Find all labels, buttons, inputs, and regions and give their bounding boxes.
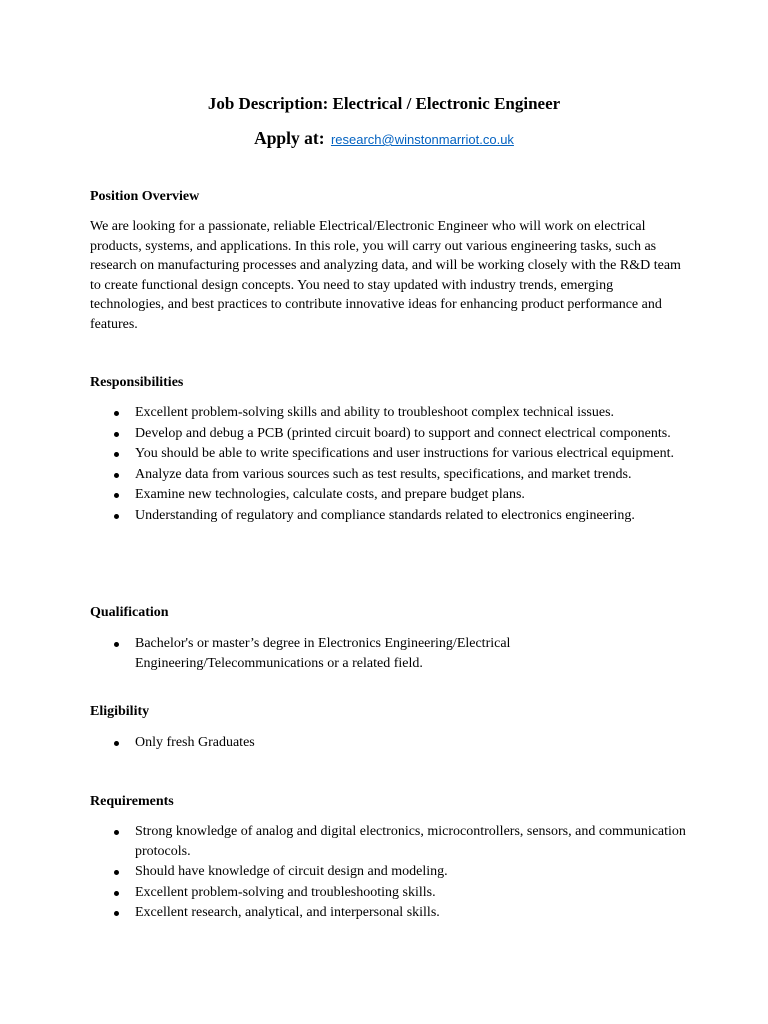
list-item: You should be able to write specifications and user instructions for various electrical equipment. [90,444,690,464]
bullet-dot [114,473,119,478]
requirements-list [90,822,690,924]
bullet-dot [114,452,119,457]
position-overview-text: We are looking for a passionate, reliable Electrical/Electronic Engineer who will work on electrical products, systems, and applications. In this role, you will carry out various engineering tasks, such as research on manufacturing processes and analyzing data, and will be working closely with the R&D team to create functional design concepts. You need to stay updated with industry trends, emerging technologies, and best practices to contribute innovative ideas for enhancing product performance and features. [90,219,681,332]
list-item: Excellent research, analytical, and interpersonal skills. [90,903,690,923]
bullet-dot [114,891,119,896]
bullet-dot [114,741,119,746]
bullet-dot [114,911,119,916]
eligibility-heading: Eligibility [90,704,150,719]
list-item: Bachelor's or master’s degree in Electronics Engineering/Electrical Engineering/Telecommunications or a related field. [90,634,690,673]
list-item: Understanding of regulatory and compliance standards related to electronics engineering. [90,506,690,526]
position-overview-heading: Position Overview [90,189,200,204]
responsibilities-heading: Responsibilities [90,375,184,390]
bullet-dot [114,870,119,875]
bullet-dot [114,642,119,647]
list-item: Excellent problem-solving skills and ability to troubleshoot complex technical issues. [90,403,690,423]
list-item: Only fresh Graduates [90,733,690,753]
responsibilities-list [90,403,690,526]
bullet-dot [114,830,119,835]
apply-label: Apply at: [254,128,325,148]
bullet-dot [114,514,119,519]
requirements-heading: Requirements [90,794,174,809]
qualification-heading: Qualification [90,605,169,620]
apply-email-link[interactable]: research@winstonmarriot.co.uk [330,132,514,147]
list-item: Analyze data from various sources such as test results, specifications, and market trends. [90,465,690,485]
apply-line [0,126,768,152]
list-item: Examine new technologies, calculate costs, and prepare budget plans. [90,485,690,505]
list-item: Excellent problem-solving and troubleshooting skills. [90,883,690,903]
bullet-dot [114,493,119,498]
eligibility-list [90,733,690,754]
qualification-list [90,634,690,674]
bullet-dot [114,411,119,416]
bullet-dot [114,432,119,437]
list-item: Develop and debug a PCB (printed circuit board) to support and connect electrical components. [90,424,690,444]
list-item: Should have knowledge of circuit design and modeling. [90,862,690,882]
document-title: Job Description: Electrical / Electronic Engineer [207,94,561,113]
list-item: Strong knowledge of analog and digital electronics, microcontrollers, sensors, and communication protocols. [90,822,690,861]
